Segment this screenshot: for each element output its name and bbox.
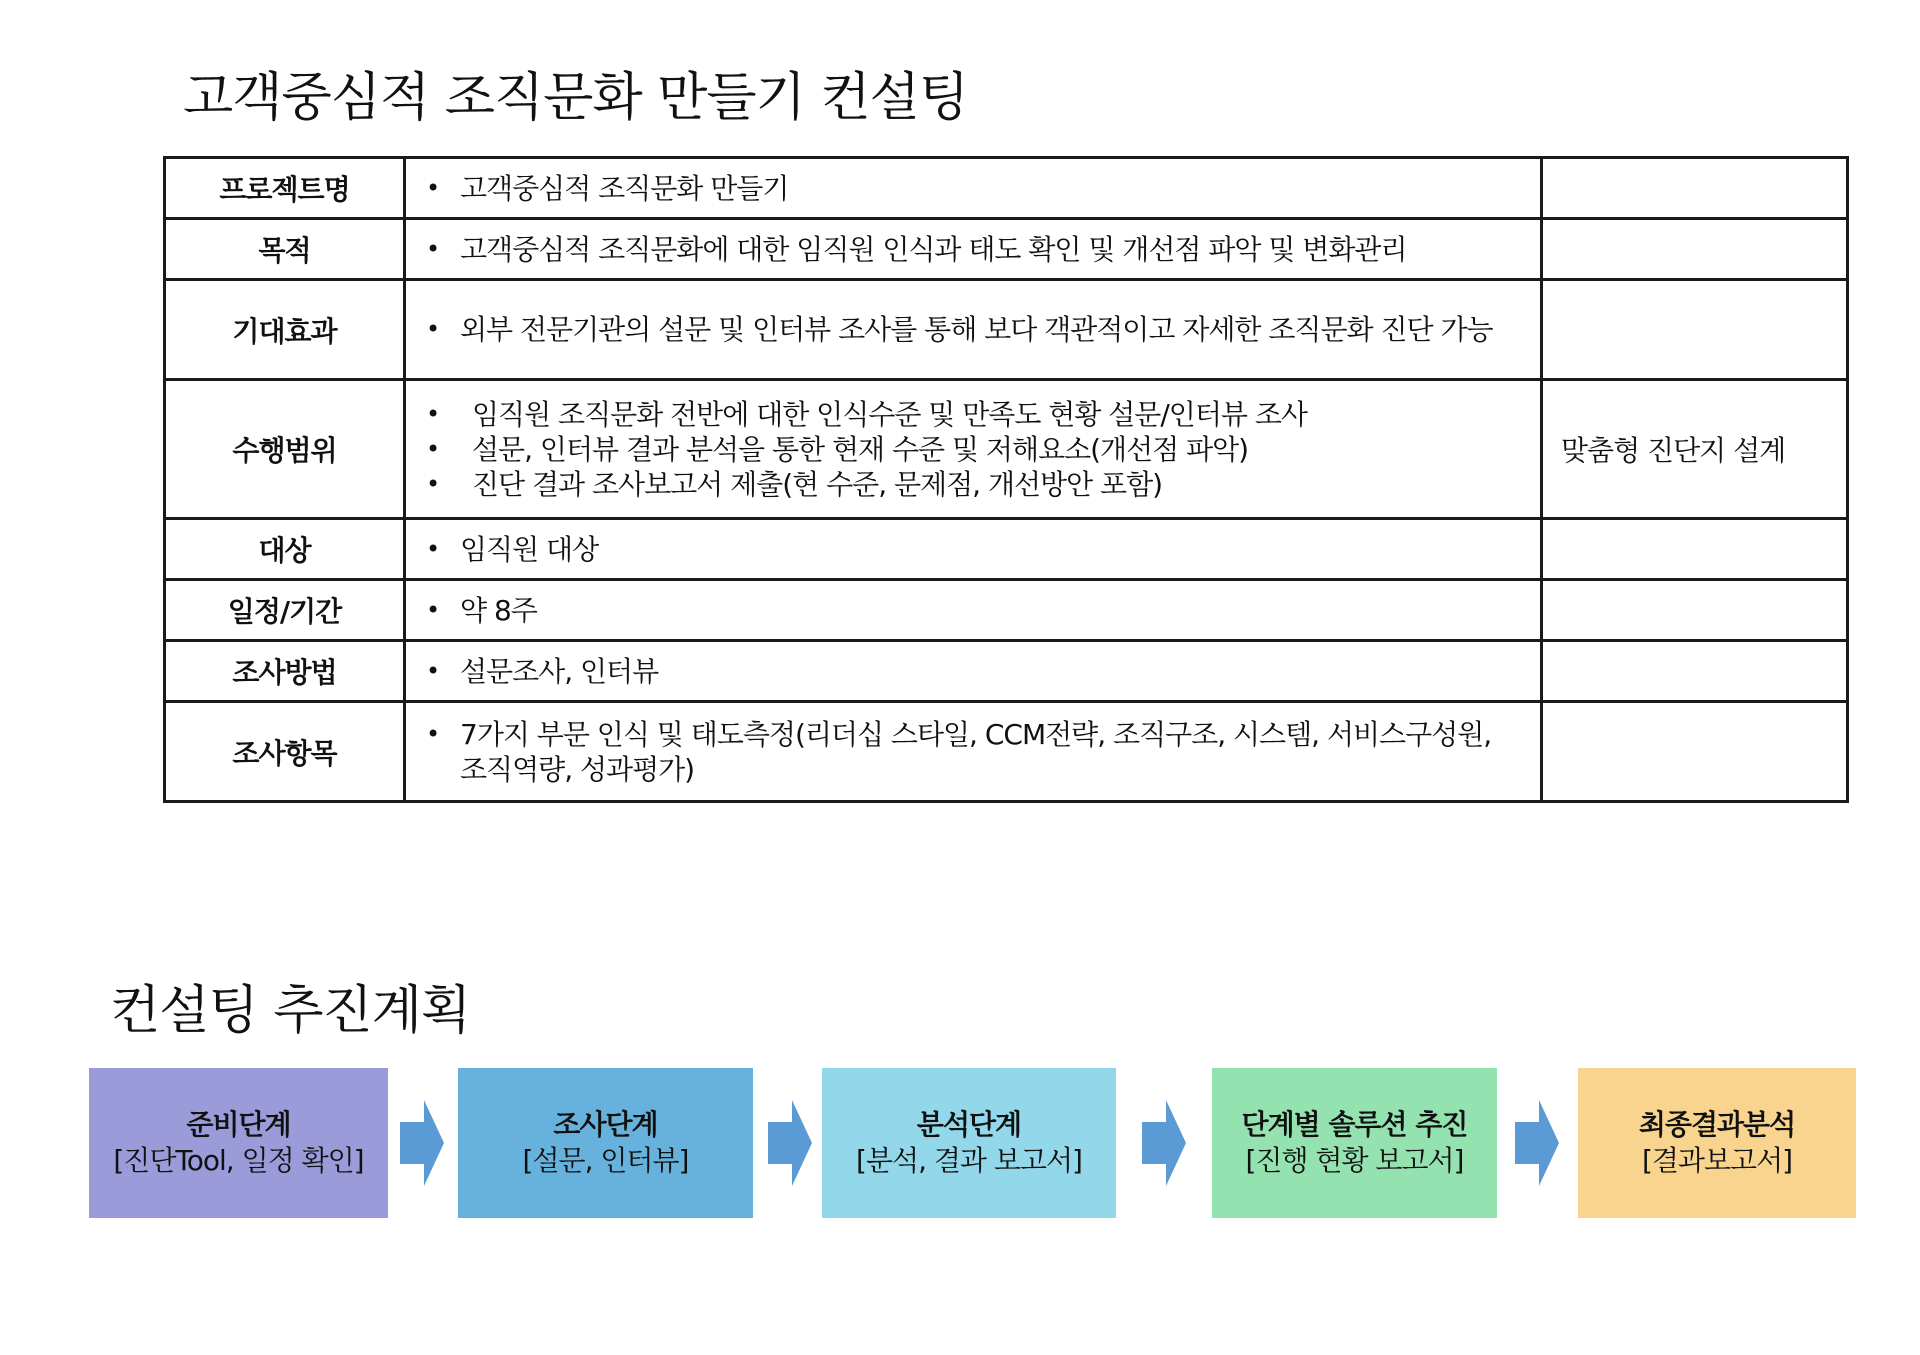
bullet-item: • 진단 결과 조사보고서 제출(현 수준, 문제점, 개선방안 포함) bbox=[422, 467, 1504, 502]
bullet-list bbox=[422, 171, 1504, 206]
project-overview-table bbox=[163, 156, 1849, 803]
bullet-item: • 외부 전문기관의 설문 및 인터뷰 조사를 통해 보다 객관적이고 자세한 조직문화 진단 가능 bbox=[422, 312, 1504, 347]
bullet-item: • 고객중심적 조직문화에 대한 임직원 인식과 태도 확인 및 개선점 파악 및 변화관리 bbox=[422, 232, 1504, 267]
phase-name: 최종결과분석 bbox=[1638, 1108, 1796, 1141]
right-arrow-icon bbox=[1515, 1100, 1559, 1186]
table-row-target bbox=[165, 519, 1848, 580]
phase-detail: [결과보고서] bbox=[1641, 1144, 1793, 1177]
phase-detail: [진행 현황 보고서] bbox=[1245, 1144, 1464, 1177]
row-note bbox=[1542, 219, 1848, 280]
row-note bbox=[1542, 158, 1848, 219]
bullet-list bbox=[422, 532, 1504, 567]
bullet-item: • 설문조사, 인터뷰 bbox=[422, 654, 1504, 689]
bullet-item: • 고객중심적 조직문화 만들기 bbox=[422, 171, 1504, 206]
row-note bbox=[1542, 519, 1848, 580]
bullet-list bbox=[422, 397, 1504, 502]
phase-detail: [분석, 결과 보고서] bbox=[856, 1144, 1082, 1177]
table-row-scope bbox=[165, 380, 1848, 519]
row-note bbox=[1542, 641, 1848, 702]
phase-detail: [진단Tool, 일정 확인] bbox=[113, 1144, 364, 1177]
bullet-list bbox=[422, 312, 1504, 347]
row-label: 대상 bbox=[165, 519, 405, 580]
row-label: 일정/기간 bbox=[165, 580, 405, 641]
table-row-project-name bbox=[165, 158, 1848, 219]
row-label: 수행범위 bbox=[165, 380, 405, 519]
table-row-purpose bbox=[165, 219, 1848, 280]
phase-box-solution bbox=[1212, 1068, 1497, 1218]
bullet-list bbox=[422, 232, 1504, 267]
phase-name: 분석단계 bbox=[916, 1108, 1022, 1141]
phase-box-analysis bbox=[822, 1068, 1116, 1218]
row-note bbox=[1542, 280, 1848, 380]
table-row-method bbox=[165, 641, 1848, 702]
phase-box-survey bbox=[458, 1068, 753, 1218]
right-arrow-icon bbox=[768, 1100, 812, 1186]
plan-title: 컨설팅 추진계획 bbox=[110, 981, 471, 1041]
bullet-item: • 설문, 인터뷰 결과 분석을 통한 현재 수준 및 저해요소(개선점 파악) bbox=[422, 432, 1504, 467]
phase-box-final bbox=[1578, 1068, 1856, 1218]
row-label: 목적 bbox=[165, 219, 405, 280]
phase-name: 단계별 솔루션 추진 bbox=[1241, 1108, 1468, 1141]
bullet-list bbox=[422, 593, 1504, 628]
table-row-schedule bbox=[165, 580, 1848, 641]
page-title: 고객중심적 조직문화 만들기 컨설팅 bbox=[183, 68, 969, 128]
phase-name: 준비단계 bbox=[186, 1108, 291, 1141]
row-label: 조사방법 bbox=[165, 641, 405, 702]
bullet-item: • 임직원 조직문화 전반에 대한 인식수준 및 만족도 현황 설문/인터뷰 조사 bbox=[422, 397, 1504, 432]
row-note bbox=[1542, 580, 1848, 641]
right-arrow-icon bbox=[1142, 1100, 1186, 1186]
row-label: 기대효과 bbox=[165, 280, 405, 380]
bullet-item: • 임직원 대상 bbox=[422, 532, 1504, 567]
phase-box-preparation bbox=[89, 1068, 388, 1218]
row-note bbox=[1542, 702, 1848, 802]
row-label: 조사항목 bbox=[165, 702, 405, 802]
table-row-expected-effect bbox=[165, 280, 1848, 380]
bullet-item: • 7가지 부문 인식 및 태도측정(리더십 스타일, CCM전략, 조직구조, 시스템, 서비스구성원, 조직역량, 성과평가) bbox=[422, 717, 1504, 787]
bullet-list bbox=[422, 654, 1504, 689]
bullet-item: • 약 8주 bbox=[422, 593, 1504, 628]
row-note: 맞춤형 진단지 설계 bbox=[1542, 380, 1848, 519]
phase-name: 조사단계 bbox=[553, 1108, 658, 1141]
bullet-list bbox=[422, 717, 1504, 787]
right-arrow-icon bbox=[400, 1100, 444, 1186]
table-row-survey-items bbox=[165, 702, 1848, 802]
phase-detail: [설문, 인터뷰] bbox=[522, 1144, 689, 1177]
row-label: 프로젝트명 bbox=[165, 158, 405, 219]
